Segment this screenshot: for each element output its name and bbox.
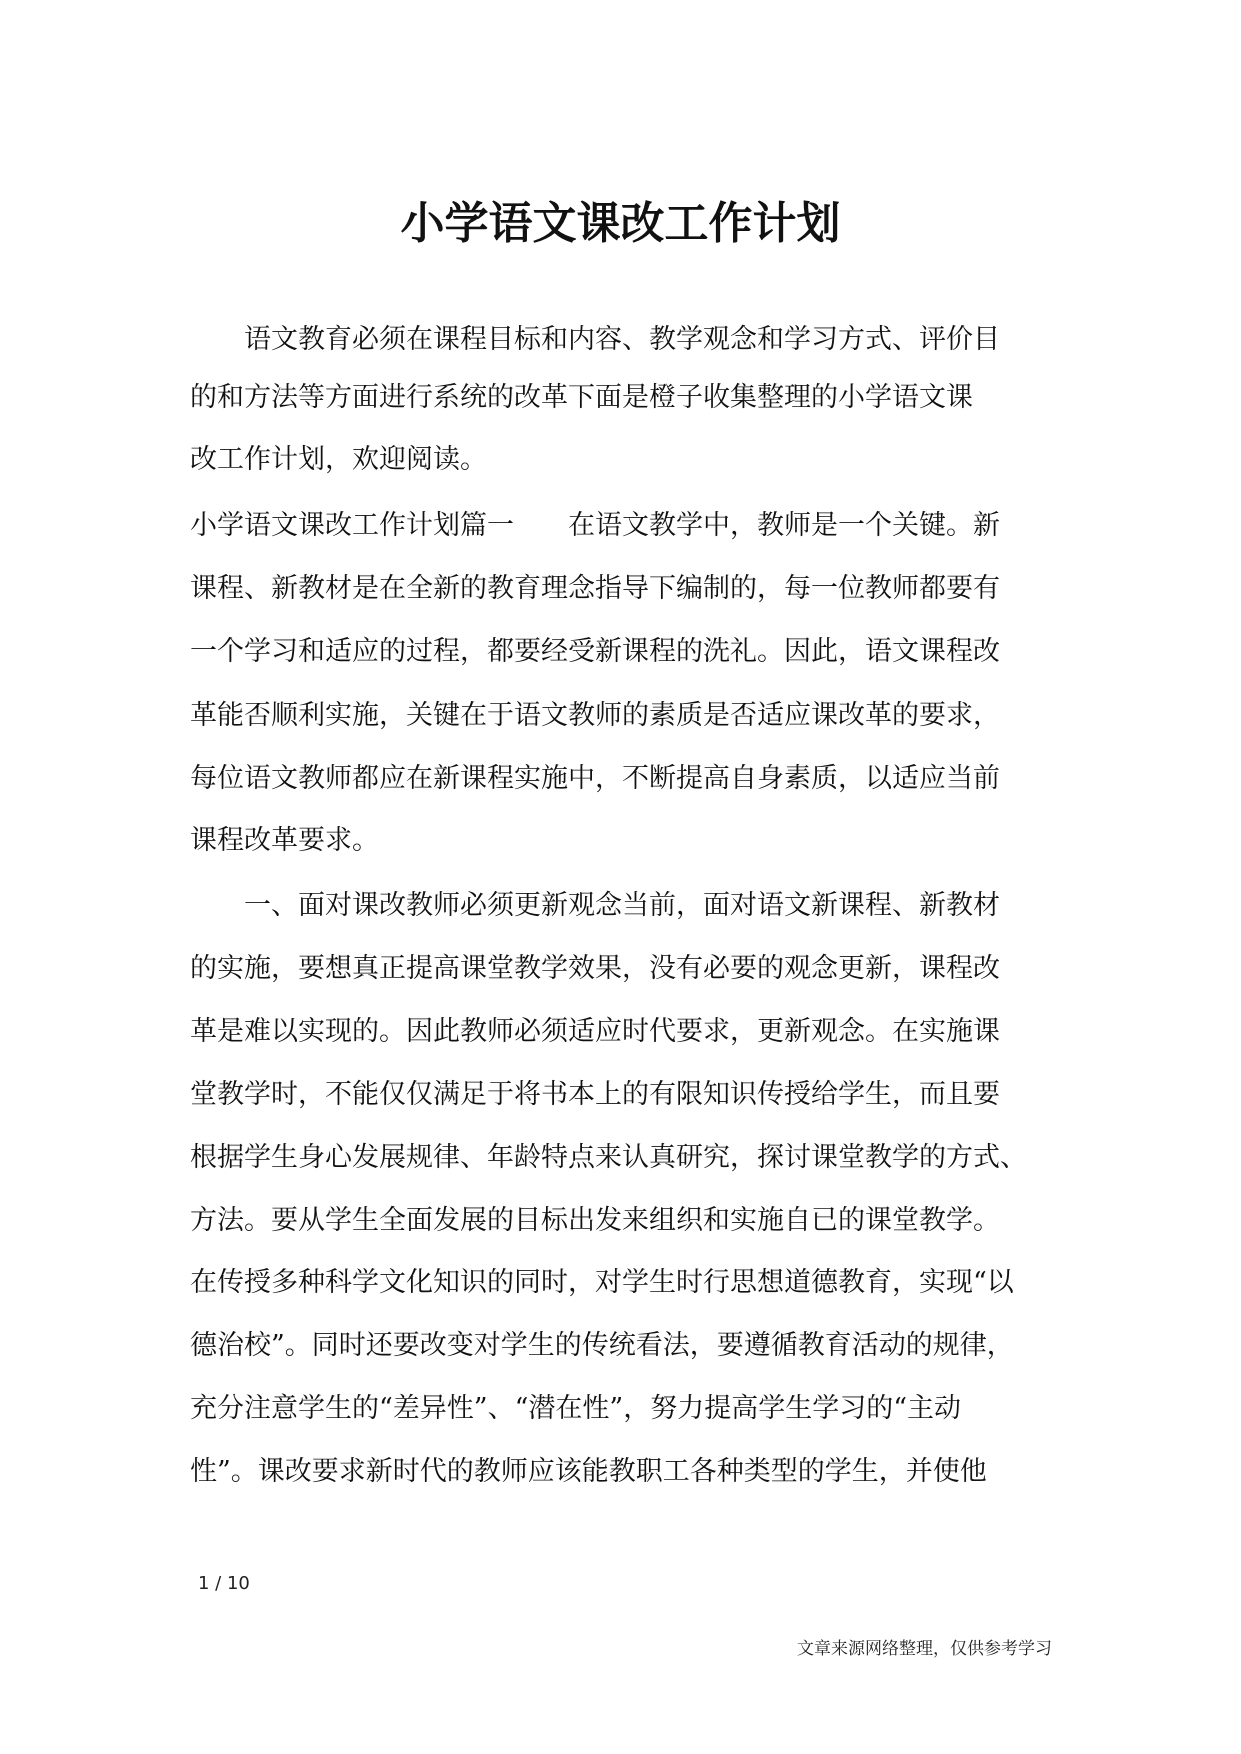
- body-line: 的实施，要想真正提高课堂教学效果，没有必要的观念更新，课程改: [190, 953, 1000, 984]
- body-line: 语文教育必须在课程目标和内容、教学观念和学习方式、评价目: [190, 324, 1000, 355]
- document-title: 小学语文课改工作计划: [400, 198, 841, 249]
- body-line: 德治校”。同时还要改变对学生的传统看法，要遵循教育活动的规律，: [190, 1330, 1014, 1361]
- page-number: 1 / 10: [198, 1573, 250, 1594]
- body-line: 革是难以实现的。因此教师必须适应时代要求，更新观念。在实施课: [190, 1016, 1000, 1047]
- body-line: 一个学习和适应的过程，都要经受新课程的洗礼。因此，语文课程改: [190, 636, 1000, 667]
- body-line: 课程改革要求。: [190, 825, 379, 856]
- body-line: 的和方法等方面进行系统的改革下面是橙子收集整理的小学语文课: [190, 382, 973, 413]
- footer-note: 文章来源网络整理，仅供参考学习: [797, 1639, 1052, 1659]
- body-line: 课程、新教材是在全新的教育理念指导下编制的，每一位教师都要有: [190, 573, 1000, 604]
- body-line: 改工作计划，欢迎阅读。: [190, 444, 487, 475]
- body-line: 每位语文教师都应在新课程实施中，不断提高自身素质，以适应当前: [190, 763, 1000, 794]
- body-line: 小学语文课改工作计划篇一 在语文教学中，教师是一个关键。新: [190, 510, 1000, 541]
- body-line: 堂教学时，不能仅仅满足于将书本上的有限知识传授给学生，而且要: [190, 1079, 1000, 1110]
- body-line: 革能否顺利实施，关键在于语文教师的素质是否适应课改革的要求，: [190, 700, 1000, 731]
- body-line: 充分注意学生的“差异性”、“潜在性”，努力提高学生学习的“主动: [190, 1393, 962, 1424]
- body-line: 方法。要从学生全面发展的目标出发来组织和实施自已的课堂教学。: [190, 1205, 1000, 1236]
- body-line: 根据学生身心发展规律、年龄特点来认真研究，探讨课堂教学的方式、: [190, 1142, 1027, 1173]
- body-line: 在传授多种科学文化知识的同时，对学生时行思想道德教育，实现“以: [190, 1267, 1014, 1298]
- body-line: 一、面对课改教师必须更新观念当前，面对语文新课程、新教材: [190, 890, 1000, 921]
- body-line: 性”。课改要求新时代的教师应该能教职工各种类型的学生，并使他: [190, 1456, 987, 1487]
